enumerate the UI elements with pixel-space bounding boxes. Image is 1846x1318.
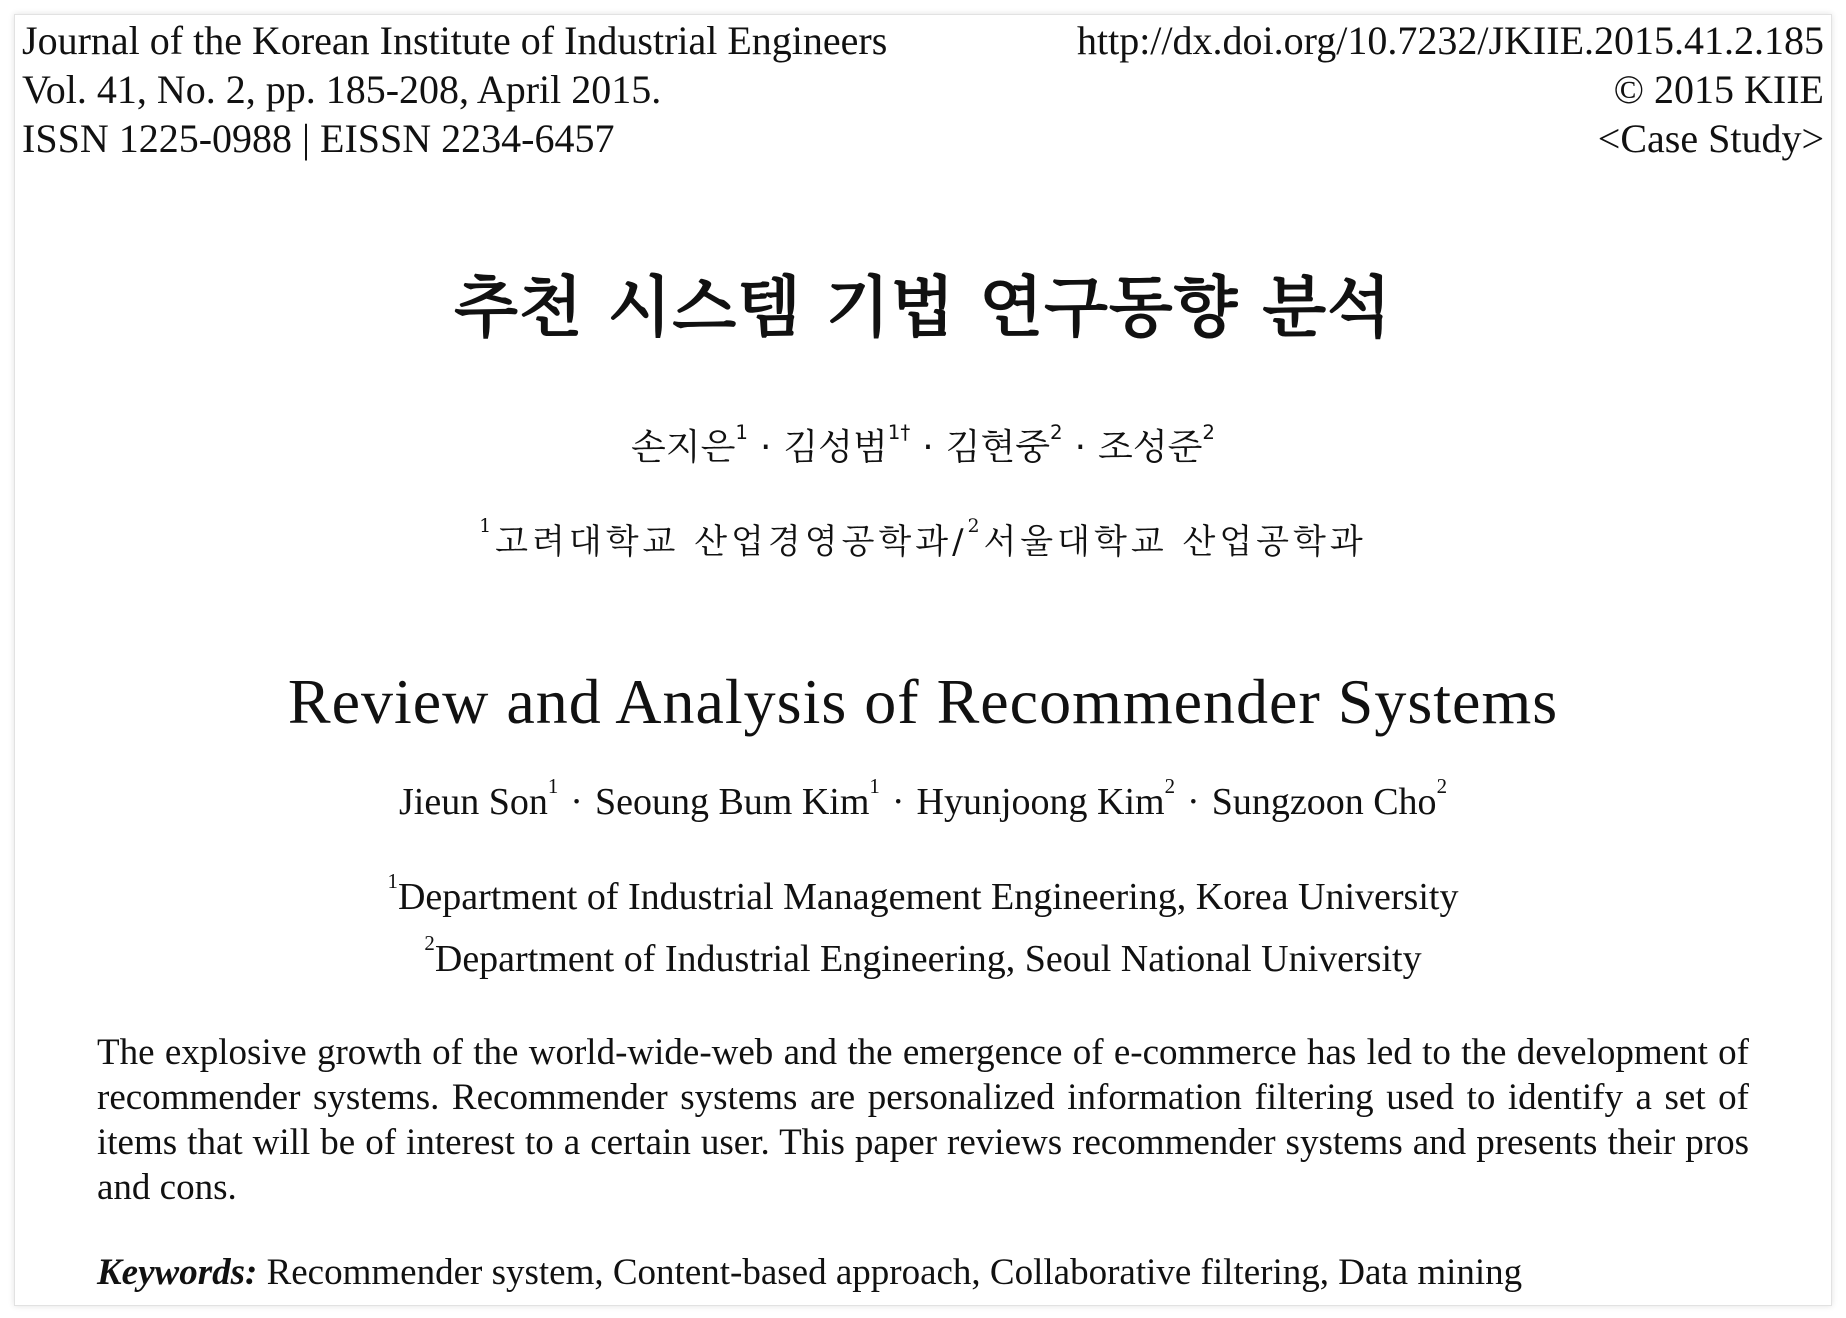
korean-affiliations: $^1$고려대학교 산업경영공학과/$^2$서울대학교 산업공학과 — [479, 516, 1367, 562]
korean-authors — [0, 421, 1846, 471]
article-type: <Case Study> — [1597, 116, 1824, 161]
keywords-text: Recommender system, Content-based approach, Collaborative filtering, Data mining — [266, 1252, 1523, 1293]
korean-affiliation: 서울대학교 산업공학과 — [983, 522, 1367, 562]
journal-info — [22, 16, 887, 163]
korean-author: 손지은$^1$ — [631, 421, 748, 468]
korean-author: 김현중$^2$ — [945, 421, 1063, 468]
abstract-line: items that will be of interest to a certain user. This paper reviews recommender systems and presents their pros — [97, 1122, 1749, 1163]
abstract — [97, 1030, 1749, 1210]
author-separator: · — [759, 427, 772, 468]
keywords-label: Keywords: — [97, 1252, 258, 1293]
korean-affiliation: 고려대학교 산업경영공학과/ — [495, 522, 968, 562]
english-affiliation: $^1$Department of Industrial Management Engineering, Korea University — [387, 868, 1459, 918]
korean-title: 추천 시스템 기법 연구동향 분석 — [454, 269, 1392, 346]
korean-author: 김성범$^{1\dagger}$ — [783, 421, 911, 468]
author-separator: · — [891, 781, 905, 823]
english-title: Review and Analysis of Recommender Systems — [287, 666, 1559, 737]
journal-issn: ISSN 1225-0988 | EISSN 2234-6457 — [22, 116, 615, 161]
english-author: Seoung Bum Kim$^1$ — [594, 773, 880, 823]
author-separator: · — [1074, 427, 1087, 468]
doi-link[interactable]: http://dx.doi.org/10.7232/JKIIE.2015.41.2.185 — [1076, 18, 1824, 63]
english-affiliation: $^2$Department of Industrial Engineering, Seoul National University — [424, 930, 1422, 980]
korean-author: 조성준$^2$ — [1098, 421, 1215, 468]
abstract-line: The explosive growth of the world-wide-web and the emergence of e-commerce has led to the development of — [97, 1032, 1749, 1073]
author-separator: · — [922, 427, 934, 468]
journal-name: Journal of the Korean Institute of Industrial Engineers — [22, 18, 888, 63]
english-author: Hyunjoong Kim$^2$ — [916, 773, 1176, 823]
doi-info — [1077, 16, 1824, 163]
english-author: Sungzoon Cho$^2$ — [1211, 773, 1448, 823]
author-separator: · — [1187, 781, 1200, 823]
english-author: Jieun Son$^1$ — [398, 773, 559, 823]
copyright: © 2015 KIIE — [1613, 67, 1824, 112]
abstract-line: recommender systems. Recommender systems are personalized information filtering used to identify a set of — [97, 1077, 1749, 1118]
english-authors — [0, 773, 1846, 826]
journal-volume: Vol. 41, No. 2, pp. 185-208, April 2015. — [22, 67, 662, 112]
author-separator: · — [570, 781, 583, 823]
keywords — [97, 1250, 1749, 1296]
abstract-line: and cons. — [97, 1167, 237, 1208]
